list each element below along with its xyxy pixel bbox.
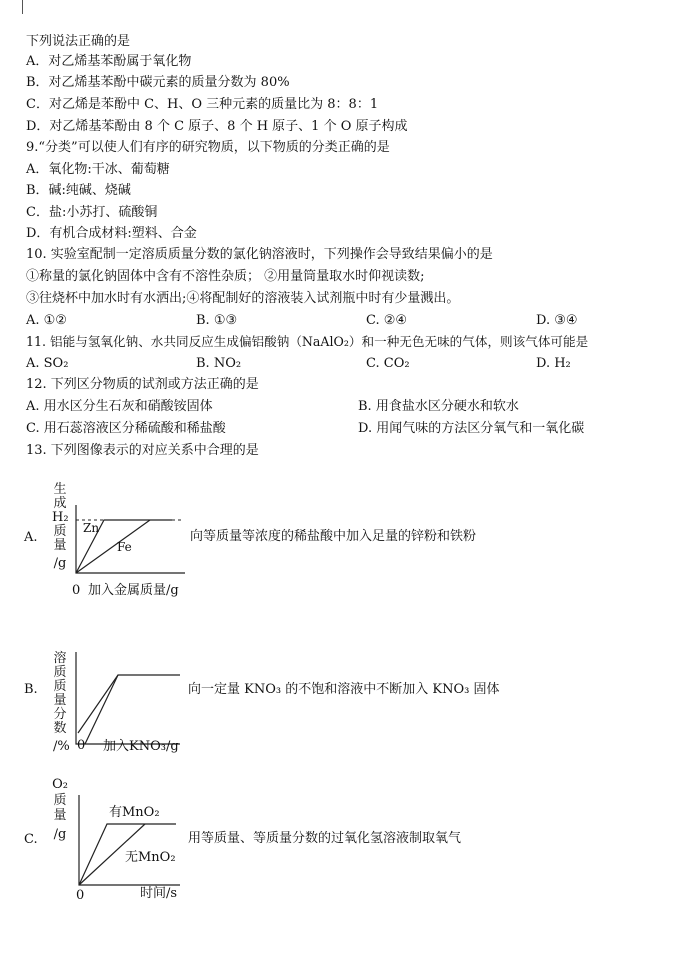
q12-option-d: D. 用闻气味的方法区分氧气和一氧化碳 (358, 421, 585, 436)
graph-c-origin: 0 (76, 888, 85, 903)
graph-b-ylabel-char: 量 (53, 693, 67, 708)
graph-a-ylabel-char: 成 (53, 496, 67, 511)
graph-c-ylabel-char: O₂ (52, 777, 68, 792)
q10-option-d: D. ③④ (536, 313, 578, 328)
graph-b-ylabel-char: 分 (53, 707, 67, 722)
graph-c-ylabel-char: 量 (53, 808, 67, 823)
graph-b-curve-2 (85, 675, 118, 744)
q8-stem: 下列说法正确的是 (26, 34, 131, 49)
graph-a-letter: A. (24, 530, 38, 545)
q10-option-c: C. ②④ (366, 313, 408, 328)
q10-condition-line-2: ③往烧杯中加水时有水洒出;④将配制好的溶液装入试剂瓶中时有少量溅出。 (26, 291, 460, 306)
graph-a-origin: 0 (72, 583, 81, 598)
q12-stem: 12. 下列区分物质的试剂或方法正确的是 (26, 377, 259, 392)
graph-c-xlabel: 时间/s (140, 886, 178, 901)
graph-a-xlabel: 加入金属质量/g (88, 583, 179, 598)
graph-b-origin: 0 (77, 738, 86, 753)
graph-a-ylabel-char: 生 (53, 482, 67, 497)
q9-option-a: A．氧化物:干冰、葡萄糖 (26, 162, 170, 177)
q11-stem: 11. 铝能与氢氧化钠、水共同反应生成偏铝酸钠（NaAlO₂）和一种无色无味的气体，则该气体可能是 (26, 334, 589, 349)
graph-a-ylabel-char: /g (53, 556, 67, 571)
graph-c-ylabel-char: /g (53, 827, 67, 842)
graph-b-ylabel-char: 溶 (53, 651, 67, 666)
graph-c-description: 用等质量、等质量分数的过氧化氢溶液制取氧气 (188, 831, 462, 846)
q10-condition-line-1: ①称量的氯化钠固体中含有不溶性杂质； ②用量筒量取水时仰视读数; (26, 269, 425, 284)
graph-b-xlabel: 加入KNO₃/g (103, 739, 179, 754)
q9-option-b: B．碱:纯碱、烧碱 (26, 183, 131, 198)
q12-option-a: A. 用水区分生石灰和硝酸铵固体 (26, 399, 213, 414)
q8-option-d: D．对乙烯基苯酚由 8 个 C 原子、8 个 H 原子、1 个 O 原子构成 (26, 119, 408, 134)
graph-b-ylabel-char: 质 (53, 665, 67, 680)
q11-option-d: D. H₂ (536, 356, 571, 371)
graph-a-ylabel-char: 量 (53, 538, 67, 553)
graph-b-description: 向一定量 KNO₃ 的不饱和溶液中不断加入 KNO₃ 固体 (188, 682, 500, 697)
q9-stem: 9.“分类”可以使人们有序的研究物质，以下物质的分类正确的是 (26, 140, 390, 155)
q11-option-a: A. SO₂ (26, 356, 69, 371)
graph-b-ylabel-char: 质 (53, 679, 67, 694)
graph-a-fe-label: Fe (117, 540, 132, 554)
graph-a-axes (76, 505, 185, 573)
graph-a-ylabel-char: H₂ (52, 510, 69, 525)
q12-option-c: C. 用石蕊溶液区分稀硫酸和稀盐酸 (26, 421, 226, 436)
q8-option-b: B．对乙烯基苯酚中碳元素的质量分数为 80% (26, 75, 290, 90)
q10-option-b: B. ①③ (196, 313, 238, 328)
q11-option-b: B. NO₂ (196, 356, 242, 371)
graph-b-letter: B. (24, 682, 38, 697)
graph-b-ylabel-char: /% (53, 739, 70, 754)
graph-a-zn-label: Zn (83, 521, 100, 535)
graph-c-ylabel-char: 质 (53, 793, 67, 808)
q9-option-c: C．盐:小苏打、硫酸铜 (26, 205, 158, 220)
graph-c-letter: C. (24, 832, 38, 847)
graph-c-with-mno2-label: 有MnO₂ (109, 805, 160, 820)
graph-b-curve-1 (78, 675, 180, 733)
graph-b-ylabel-char: 数 (53, 721, 67, 736)
q10-option-a: A. ①② (26, 313, 67, 328)
q10-stem: 10. 实验室配制一定溶质质量分数的氯化钠溶液时，下列操作会导致结果偏小的是 (26, 247, 493, 262)
q9-option-d: D．有机合成材料:塑料、合金 (26, 226, 197, 241)
q13-stem: 13. 下列图像表示的对应关系中合理的是 (26, 443, 259, 458)
q12-option-b: B. 用食盐水区分硬水和软水 (358, 399, 519, 414)
graph-a-ylabel-char: 质 (53, 524, 67, 539)
q8-option-a: A．对乙烯基苯酚属于氧化物 (26, 54, 192, 69)
graph-a-description: 向等质量等浓度的稀盐酸中加入足量的锌粉和铁粉 (190, 529, 477, 544)
graph-c-without-mno2-label: 无MnO₂ (125, 850, 176, 865)
q8-option-c: C．对乙烯是苯酚中 C、H、O 三种元素的质量比为 8：8：1 (26, 97, 379, 112)
q11-option-c: C. CO₂ (366, 356, 410, 371)
